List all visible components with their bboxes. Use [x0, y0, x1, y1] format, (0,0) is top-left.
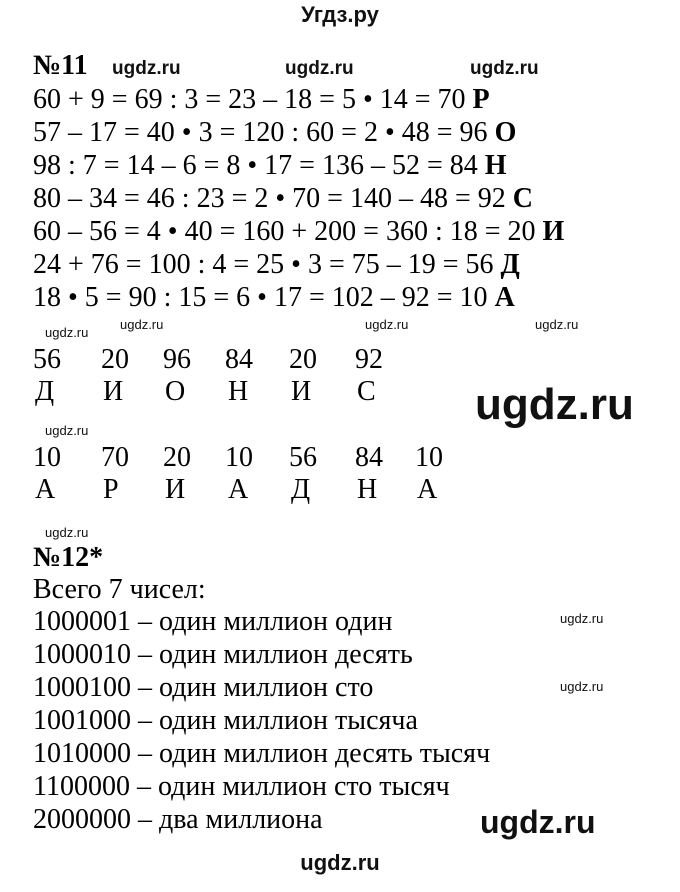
equation-chain: 24 + 76 = 100 : 4 = 25 • 3 = 75 – 19 = 56 — [33, 249, 494, 280]
number-line: 1000010 – один миллион десять — [33, 639, 413, 670]
answer-letter: Д — [500, 249, 520, 280]
number: 20 — [289, 344, 317, 375]
watermark: ugdz.ru — [560, 611, 604, 626]
watermark: ugdz.ru — [112, 58, 181, 79]
number: 70 — [101, 442, 129, 473]
answer-letter: Р — [472, 84, 490, 115]
watermark: ugdz.ru — [45, 525, 89, 540]
letter: Р — [103, 474, 119, 505]
watermark: ugdz.ru — [475, 380, 634, 429]
number-line: 1001000 – один миллион тысяча — [33, 705, 418, 736]
equation-line — [33, 282, 515, 314]
equation-chain: 98 : 7 = 14 – 6 = 8 • 17 = 136 – 52 = 84 — [33, 150, 478, 181]
task-12-title: №12* — [33, 542, 104, 573]
watermark: ugdz.ru — [365, 317, 409, 332]
equation-chain: 60 – 56 = 4 • 40 = 160 + 200 = 360 : 18 = 20 — [33, 216, 536, 247]
word2-numbers — [0, 442, 680, 474]
site-header: Угдз.ру — [301, 2, 379, 27]
letter: Н — [357, 474, 378, 505]
watermark: ugdz.ru — [285, 58, 354, 79]
equation-line — [33, 150, 507, 182]
number: 10 — [415, 442, 443, 473]
number: 20 — [101, 344, 129, 375]
watermark: ugdz.ru — [480, 804, 596, 840]
number: 10 — [33, 442, 61, 473]
equation-line — [33, 216, 564, 248]
letter: Д — [35, 376, 55, 407]
watermark: ugdz.ru — [535, 317, 579, 332]
number-line: 1000100 – один миллион сто — [33, 672, 374, 703]
answer-letter: Н — [484, 150, 507, 181]
letter: А — [417, 474, 438, 505]
equation-chain: 57 – 17 = 40 • 3 = 120 : 60 = 2 • 48 = 96 — [33, 117, 488, 148]
equation-line — [33, 249, 520, 281]
number: 56 — [289, 442, 317, 473]
watermark: ugdz.ru — [470, 58, 539, 79]
letter: О — [165, 376, 186, 407]
number-line: 1010000 – один миллион десять тысяч — [33, 738, 491, 769]
number: 10 — [225, 442, 253, 473]
task-11-title: №11 — [33, 50, 88, 81]
number-line: 1100000 – один миллион сто тысяч — [33, 771, 450, 802]
number-line: 2000000 – два миллиона — [33, 804, 323, 835]
site-footer: ugdz.ru — [300, 850, 380, 875]
task-12-intro: Всего 7 чисел: — [33, 574, 206, 605]
word1-numbers — [0, 344, 680, 376]
word2-letters — [0, 474, 680, 506]
watermark: ugdz.ru — [120, 317, 164, 332]
answer-letter: А — [494, 282, 515, 313]
equation-line — [33, 117, 516, 149]
number: 84 — [355, 442, 383, 473]
number: 84 — [225, 344, 253, 375]
watermark: ugdz.ru — [560, 679, 604, 694]
number: 96 — [163, 344, 191, 375]
letter: А — [228, 474, 249, 505]
number-line: 1000001 – один миллион один — [33, 606, 393, 637]
equation-line — [33, 183, 533, 215]
number: 56 — [33, 344, 61, 375]
number: 20 — [163, 442, 191, 473]
watermark: ugdz.ru — [45, 325, 89, 340]
letter: С — [357, 376, 376, 407]
letter: Д — [291, 474, 311, 505]
letter: И — [165, 474, 186, 505]
number: 92 — [355, 344, 383, 375]
equation-chain: 18 • 5 = 90 : 15 = 6 • 17 = 102 – 92 = 10 — [33, 282, 488, 313]
watermark: ugdz.ru — [45, 423, 89, 438]
equation-chain: 60 + 9 = 69 : 3 = 23 – 18 = 5 • 14 = 70 — [33, 84, 466, 115]
equation-chain: 80 – 34 = 46 : 23 = 2 • 70 = 140 – 48 = 92 — [33, 183, 506, 214]
letter: А — [35, 474, 56, 505]
answer-letter: С — [512, 183, 533, 214]
letter: И — [291, 376, 312, 407]
answer-letter: И — [542, 216, 565, 247]
letter: И — [103, 376, 124, 407]
letter: Н — [228, 376, 249, 407]
answer-letter: О — [494, 117, 517, 148]
equation-line — [33, 84, 490, 116]
